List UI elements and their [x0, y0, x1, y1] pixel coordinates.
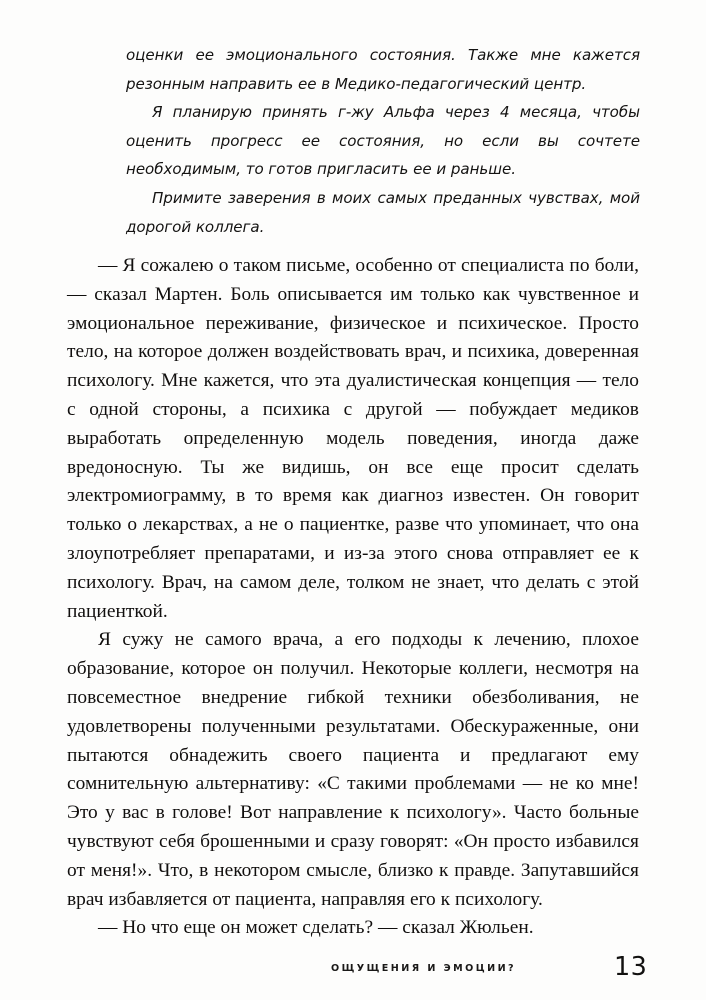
- page-number: 13: [614, 952, 648, 982]
- letter-paragraph: оценки ее эмоционального состояния. Также мне кажется резонным направить ее в Медико-педагогический центр.: [126, 46, 640, 93]
- running-head: ОЩУЩЕНИЯ И ЭМОЦИИ?: [331, 963, 517, 974]
- body-paragraph: Я сужу не самого врача, а его подходы к лечению, плохое образование, которое он получил. Некоторые коллеги, несмотря на повсеместное внедрение гибкой техники обезболивания, не удовлетворены полученными результатами. Обескураженные, они пытаются обнадежить своего пациента и предлагают ему сомнительную альтернативу: «С такими проблемами — не ко мне! Это у вас в голове! Вот направление к психологу». Часто больные чувствуют себя брошенными и сразу говорят: «Он просто избавился от меня!». Что, в некотором смысле, близко к правде. Запутавшийся врач избавляется от пациента, направляя его к психологу.: [67, 629, 639, 910]
- page-footer: [0, 952, 706, 1000]
- body-paragraph: — Я сожалею о таком письме, особенно от специалиста по боли, — сказал Мартен. Боль описывается им только как чувственное и эмоциональное переживание, физическое и психическое. Просто тело, на которое должен воздействовать врач, и психика, доверенная психологу. Мне кажется, что эта дуалистическая концепция — тело с одной стороны, а психика с другой — побуждает медиков выработать определенную модель поведения, иногда даже вредоносную. Ты же видишь, он все еще просит сделать электромиограмму, в то время как диагноз известен. Он говорит только о лекарствах, а не о пациентке, разве что упоминает, что она злоупотребляет препаратами, и из-за этого снова отправляет ее к психологу. Врач, на самом деле, толком не знает, что делать с этой пациенткой.: [67, 255, 639, 622]
- quoted-letter-block: [126, 41, 640, 241]
- letter-paragraph: Я планирую принять г-жу Альфа через 4 месяца, чтобы оценить прогресс ее состояния, но если вы сочтете необходимым, то готов пригласить ее и раньше.: [126, 103, 640, 179]
- letter-paragraph: Примите заверения в моих самых преданных чувствах, мой дорогой коллега.: [126, 188, 640, 236]
- body-text-block: [67, 252, 639, 943]
- body-paragraph: — Но что еще он может сделать? — сказал Жюльен.: [98, 917, 534, 939]
